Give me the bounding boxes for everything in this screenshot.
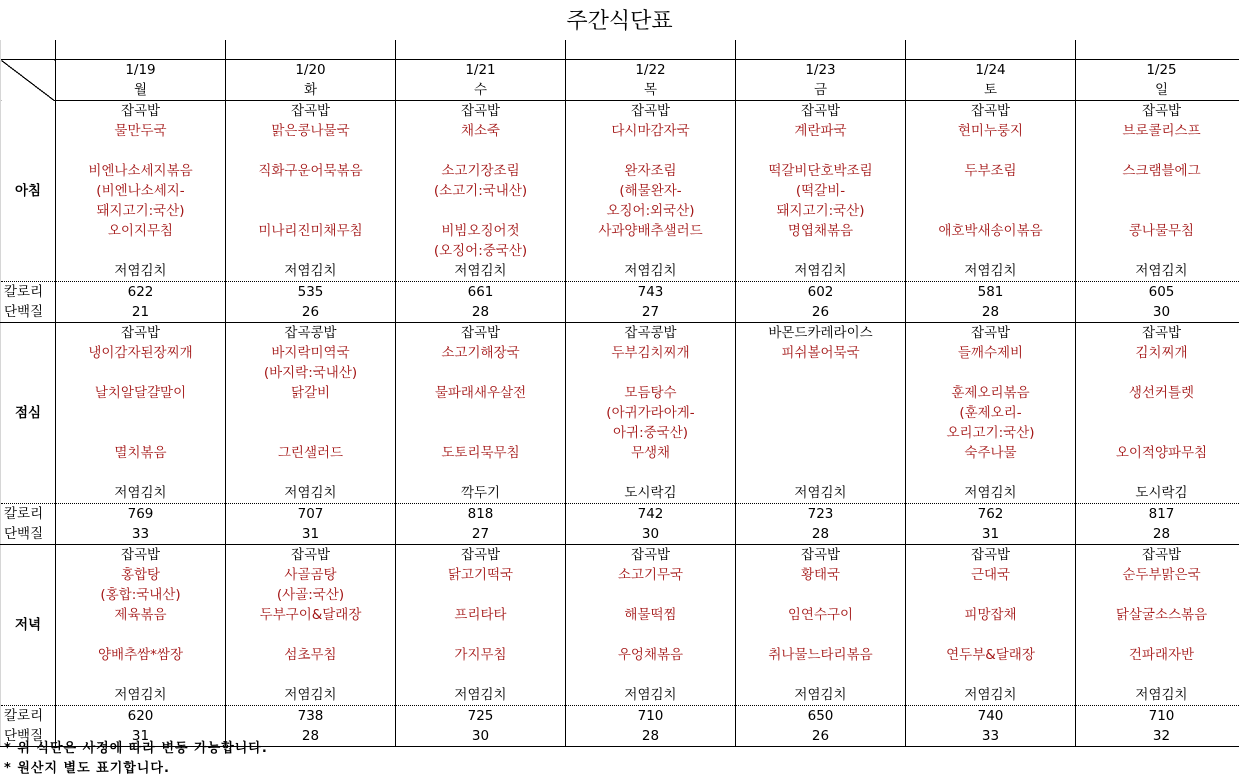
menu-item: 오이적양파무침: [1076, 443, 1239, 463]
menu-item: 모듬탕수: [566, 383, 736, 403]
menu-item: [566, 241, 736, 261]
blank-cell: [1, 40, 56, 60]
menu-item: 브로콜리스프: [1076, 121, 1239, 141]
menu-item: 저염김치: [56, 483, 226, 504]
calories-value: 762: [906, 504, 1076, 525]
menu-item: 저염김치: [736, 483, 906, 504]
menu-item: 저염김치: [226, 483, 396, 504]
menu-item: 저염김치: [56, 685, 226, 706]
menu-item: 돼지고기:국산): [736, 201, 906, 221]
blank-cell: [1076, 40, 1239, 60]
table-row: [1, 443, 1239, 463]
calories-value: 581: [906, 282, 1076, 303]
calories-value: 740: [906, 706, 1076, 727]
menu-table: [0, 40, 1239, 747]
menu-item: 저염김치: [566, 685, 736, 706]
menu-item: [56, 141, 226, 161]
menu-item: 잡곡밥: [56, 323, 226, 344]
menu-item: (비엔나소세지-: [56, 181, 226, 201]
table-row: [1, 625, 1239, 645]
menu-item: 잡곡밥: [566, 545, 736, 566]
table-row: [1, 383, 1239, 403]
table-row: [1, 343, 1239, 363]
menu-item: [906, 181, 1076, 201]
table-row: [1, 101, 1239, 122]
calories-value: 650: [736, 706, 906, 727]
menu-item: [226, 625, 396, 645]
table-row: [1, 363, 1239, 383]
menu-item: 소고기해장국: [396, 343, 566, 363]
menu-item: [1076, 463, 1239, 483]
menu-item: [906, 625, 1076, 645]
menu-item: [1076, 201, 1239, 221]
calories-label: 칼로리: [1, 282, 56, 303]
menu-item: 떡갈비단호박조림: [736, 161, 906, 181]
protein-value: 26: [736, 726, 906, 747]
table-row: [1, 403, 1239, 423]
menu-item: [566, 665, 736, 685]
menu-item: 저염김치: [396, 261, 566, 282]
menu-item: 물만두국: [56, 121, 226, 141]
calories-label: 칼로리: [1, 706, 56, 727]
menu-item: 바몬드카레라이스: [736, 323, 906, 344]
menu-item: [1076, 363, 1239, 383]
weekday-header: 금: [736, 80, 906, 101]
menu-item: [396, 201, 566, 221]
menu-item: [906, 363, 1076, 383]
menu-item: 물파래새우살전: [396, 383, 566, 403]
menu-item: 무생채: [566, 443, 736, 463]
menu-item: (떡갈비-: [736, 181, 906, 201]
menu-item: [736, 241, 906, 261]
menu-item: 저염김치: [906, 261, 1076, 282]
menu-item: 닭고기떡국: [396, 565, 566, 585]
menu-item: [1076, 585, 1239, 605]
calories-value: 661: [396, 282, 566, 303]
protein-value: 28: [396, 302, 566, 323]
menu-item: 그린샐러드: [226, 443, 396, 463]
menu-item: 오징어:외국산): [566, 201, 736, 221]
menu-item: 콩나물무침: [1076, 221, 1239, 241]
menu-item: 훈제오리볶음: [906, 383, 1076, 403]
menu-item: 두부조림: [906, 161, 1076, 181]
menu-item: 잡곡밥: [1076, 323, 1239, 344]
menu-item: [906, 585, 1076, 605]
menu-item: 잡곡밥: [906, 545, 1076, 566]
table-row: [1, 261, 1239, 282]
menu-item: [56, 403, 226, 423]
protein-value: 28: [906, 302, 1076, 323]
blank-cell: [396, 40, 566, 60]
menu-item: 애호박새송이볶음: [906, 221, 1076, 241]
menu-item: [736, 363, 906, 383]
calories-value: 723: [736, 504, 906, 525]
table-row: [1, 483, 1239, 504]
menu-item: (해물완자-: [566, 181, 736, 201]
weekday-header: 일: [1076, 80, 1239, 101]
menu-item: 잡곡밥: [736, 545, 906, 566]
protein-value: 21: [56, 302, 226, 323]
date-header: 1/22: [566, 60, 736, 81]
table-row: [1, 80, 1239, 101]
protein-value: 26: [226, 302, 396, 323]
menu-item: 두부김치찌개: [566, 343, 736, 363]
calories-label: 칼로리: [1, 504, 56, 525]
menu-item: [906, 141, 1076, 161]
menu-item: [396, 665, 566, 685]
menu-item: 잡곡밥: [906, 101, 1076, 122]
table-row: [1, 302, 1239, 323]
menu-item: [1076, 181, 1239, 201]
menu-item: 도시락김: [566, 483, 736, 504]
menu-item: [736, 383, 906, 403]
menu-item: 바지락미역국: [226, 343, 396, 363]
menu-item: [56, 241, 226, 261]
note-line: * 위 식단은 사정에 따라 변동 가능합니다.: [4, 741, 268, 756]
menu-item: 잡곡밥: [226, 545, 396, 566]
protein-value: 26: [736, 302, 906, 323]
menu-item: 깍두기: [396, 483, 566, 504]
table-row: [1, 545, 1239, 566]
menu-item: [396, 625, 566, 645]
menu-item: 저염김치: [1076, 685, 1239, 706]
menu-item: 저염김치: [906, 685, 1076, 706]
menu-item: [736, 403, 906, 423]
menu-item: 스크램블에그: [1076, 161, 1239, 181]
menu-item: 미나리진미채무침: [226, 221, 396, 241]
protein-value: 33: [56, 524, 226, 545]
calories-value: 742: [566, 504, 736, 525]
menu-item: [906, 665, 1076, 685]
menu-item: 다시마감자국: [566, 121, 736, 141]
calories-value: 620: [56, 706, 226, 727]
menu-item: 프리타타: [396, 605, 566, 625]
menu-item: 도시락김: [1076, 483, 1239, 504]
menu-item: 건파래자반: [1076, 645, 1239, 665]
menu-item: 도토리묵무침: [396, 443, 566, 463]
protein-value: 28: [1076, 524, 1239, 545]
menu-item: 사골곰탕: [226, 565, 396, 585]
calories-value: 769: [56, 504, 226, 525]
menu-item: 맑은콩나물국: [226, 121, 396, 141]
header-corner-cell: [1, 60, 56, 101]
menu-item: 채소죽: [396, 121, 566, 141]
protein-value: 31: [906, 524, 1076, 545]
weekday-header: 목: [566, 80, 736, 101]
menu-item: 임연수구이: [736, 605, 906, 625]
menu-item: [56, 463, 226, 483]
menu-item: (사골:국산): [226, 585, 396, 605]
calories-value: 818: [396, 504, 566, 525]
blank-cell: [906, 40, 1076, 60]
menu-item: 날치알달걀말이: [56, 383, 226, 403]
calories-value: 605: [1076, 282, 1239, 303]
date-header: 1/25: [1076, 60, 1239, 81]
calories-value: 622: [56, 282, 226, 303]
menu-item: 저염김치: [1076, 261, 1239, 282]
menu-item: [1076, 403, 1239, 423]
menu-item: [396, 403, 566, 423]
menu-item: 잡곡콩밥: [226, 323, 396, 344]
table-row: [1, 282, 1239, 303]
menu-item: 닭살굴소스볶음: [1076, 605, 1239, 625]
table-row: [1, 585, 1239, 605]
protein-value: 31: [226, 524, 396, 545]
menu-item: 저염김치: [736, 261, 906, 282]
menu-item: 소고기무국: [566, 565, 736, 585]
menu-item: 닭갈비: [226, 383, 396, 403]
menu-item: 피망잡채: [906, 605, 1076, 625]
menu-item: 섬초무침: [226, 645, 396, 665]
menu-item: 두부구이&달래장: [226, 605, 396, 625]
table-row: [1, 605, 1239, 625]
menu-item: 저염김치: [56, 261, 226, 282]
menu-item: 취나물느타리볶음: [736, 645, 906, 665]
date-header: 1/20: [226, 60, 396, 81]
protein-value: 32: [1076, 726, 1239, 747]
weekday-header: 화: [226, 80, 396, 101]
menu-item: 직화구운어묵볶음: [226, 161, 396, 181]
blank-cell: [736, 40, 906, 60]
menu-item: (훈제오리-: [906, 403, 1076, 423]
menu-item: [566, 141, 736, 161]
menu-item: [226, 201, 396, 221]
protein-label: 단백질: [1, 726, 56, 747]
menu-item: 비엔나소세지볶음: [56, 161, 226, 181]
menu-item: 황태국: [736, 565, 906, 585]
menu-item: 저염김치: [226, 261, 396, 282]
menu-item: 김치찌개: [1076, 343, 1239, 363]
menu-item: [396, 585, 566, 605]
menu-item: 잡곡밥: [1076, 101, 1239, 122]
protein-value: 33: [906, 726, 1076, 747]
menu-item: 홍합탕: [56, 565, 226, 585]
protein-value: 30: [566, 524, 736, 545]
protein-value: 27: [396, 524, 566, 545]
date-header: 1/24: [906, 60, 1076, 81]
table-row: [1, 40, 1239, 60]
menu-item: 명엽채볶음: [736, 221, 906, 241]
menu-item: [566, 463, 736, 483]
weekday-header: 토: [906, 80, 1076, 101]
protein-label: 단백질: [1, 524, 56, 545]
table-row: [1, 121, 1239, 141]
calories-value: 817: [1076, 504, 1239, 525]
table-row: [1, 706, 1239, 727]
menu-item: [736, 625, 906, 645]
menu-item: 오리고기:국산): [906, 423, 1076, 443]
menu-item: [736, 463, 906, 483]
calories-value: 725: [396, 706, 566, 727]
table-row: [1, 645, 1239, 665]
menu-item: 소고기장조림: [396, 161, 566, 181]
table-row: [1, 685, 1239, 706]
table-row: [1, 565, 1239, 585]
menu-item: [566, 585, 736, 605]
menu-item: 연두부&달래장: [906, 645, 1076, 665]
menu-item: 순두부맑은국: [1076, 565, 1239, 585]
menu-item: 계란파국: [736, 121, 906, 141]
table-row: [1, 241, 1239, 261]
table-row: [1, 201, 1239, 221]
table-row: [1, 141, 1239, 161]
menu-item: 저염김치: [906, 483, 1076, 504]
menu-item: [566, 363, 736, 383]
menu-item: [226, 241, 396, 261]
date-header: 1/21: [396, 60, 566, 81]
menu-item: 해물떡찜: [566, 605, 736, 625]
calories-value: 738: [226, 706, 396, 727]
menu-item: 잡곡밥: [566, 101, 736, 122]
menu-item: 아귀:중국산): [566, 423, 736, 443]
table-row: [1, 60, 1239, 81]
menu-item: [226, 665, 396, 685]
blank-cell: [56, 40, 226, 60]
calories-value: 743: [566, 282, 736, 303]
menu-item: (홍합:국내산): [56, 585, 226, 605]
menu-item: [396, 141, 566, 161]
date-header: 1/23: [736, 60, 906, 81]
menu-item: 저염김치: [396, 685, 566, 706]
menu-item: 가지무침: [396, 645, 566, 665]
table-row: [1, 181, 1239, 201]
protein-value: 31: [56, 726, 226, 747]
notes: [4, 739, 268, 779]
protein-value: 28: [226, 726, 396, 747]
menu-item: [1076, 665, 1239, 685]
menu-item: 잡곡콩밥: [566, 323, 736, 344]
table-row: [1, 463, 1239, 483]
meal-label: 저녁: [1, 545, 56, 706]
menu-item: (소고기:국내산): [396, 181, 566, 201]
menu-item: (오징어:중국산): [396, 241, 566, 261]
menu-item: 잡곡밥: [396, 101, 566, 122]
menu-item: [736, 443, 906, 463]
meal-label: 아침: [1, 101, 56, 282]
table-row: [1, 221, 1239, 241]
blank-cell: [566, 40, 736, 60]
menu-item: 저염김치: [566, 261, 736, 282]
menu-item: [56, 665, 226, 685]
menu-item: 완자조림: [566, 161, 736, 181]
table-row: [1, 524, 1239, 545]
calories-value: 602: [736, 282, 906, 303]
menu-item: [396, 463, 566, 483]
menu-item: 잡곡밥: [1076, 545, 1239, 566]
calories-value: 710: [1076, 706, 1239, 727]
menu-item: [396, 423, 566, 443]
menu-item: [226, 141, 396, 161]
menu-item: 사과양배추샐러드: [566, 221, 736, 241]
menu-item: 숙주나물: [906, 443, 1076, 463]
menu-item: 잡곡밥: [736, 101, 906, 122]
menu-item: 냉이감자된장찌개: [56, 343, 226, 363]
menu-item: 우엉채볶음: [566, 645, 736, 665]
menu-item: [56, 423, 226, 443]
table-row: [1, 665, 1239, 685]
menu-item: [566, 625, 736, 645]
protein-value: 28: [566, 726, 736, 747]
menu-item: [736, 585, 906, 605]
menu-item: 저염김치: [226, 685, 396, 706]
note-line: * 원산지 별도 표기합니다.: [4, 761, 170, 776]
menu-item: (아귀가라아게-: [566, 403, 736, 423]
protein-value: 27: [566, 302, 736, 323]
menu-item: 생선커틀렛: [1076, 383, 1239, 403]
menu-item: 오이지무침: [56, 221, 226, 241]
menu-item: [226, 423, 396, 443]
menu-item: [1076, 141, 1239, 161]
menu-item: [736, 141, 906, 161]
menu-item: 저염김치: [736, 685, 906, 706]
menu-item: [226, 463, 396, 483]
menu-item: 잡곡밥: [56, 101, 226, 122]
menu-item: 잡곡밥: [56, 545, 226, 566]
meal-label: 점심: [1, 323, 56, 504]
protein-label: 단백질: [1, 302, 56, 323]
menu-item: [906, 463, 1076, 483]
menu-item: (바지락:국내산): [226, 363, 396, 383]
menu-item: [1076, 423, 1239, 443]
menu-item: 현미누룽지: [906, 121, 1076, 141]
menu-item: [906, 241, 1076, 261]
menu-item: 들깨수제비: [906, 343, 1076, 363]
calories-value: 707: [226, 504, 396, 525]
menu-item: 멸치볶음: [56, 443, 226, 463]
weekday-header: 월: [56, 80, 226, 101]
page-title: 주간식단표: [566, 9, 673, 34]
weekday-header: 수: [396, 80, 566, 101]
menu-item: 양배추쌈*쌈장: [56, 645, 226, 665]
calories-value: 535: [226, 282, 396, 303]
menu-item: 잡곡밥: [396, 323, 566, 344]
menu-item: [56, 363, 226, 383]
menu-item: [226, 181, 396, 201]
calories-value: 710: [566, 706, 736, 727]
table-row: [1, 323, 1239, 344]
menu-item: [396, 363, 566, 383]
menu-item: 비빔오징어젓: [396, 221, 566, 241]
protein-value: 28: [736, 524, 906, 545]
menu-item: [1076, 241, 1239, 261]
table-row: [1, 504, 1239, 525]
menu-item: [736, 665, 906, 685]
menu-item: 돼지고기:국산): [56, 201, 226, 221]
table-row: [1, 161, 1239, 181]
menu-item: 제육볶음: [56, 605, 226, 625]
menu-item: [736, 423, 906, 443]
menu-item: 잡곡밥: [396, 545, 566, 566]
menu-item: [226, 403, 396, 423]
table-row: [1, 423, 1239, 443]
menu-item: [56, 625, 226, 645]
menu-item: 피쉬볼어묵국: [736, 343, 906, 363]
protein-value: 30: [1076, 302, 1239, 323]
menu-item: [906, 201, 1076, 221]
blank-cell: [226, 40, 396, 60]
date-header: 1/19: [56, 60, 226, 81]
menu-item: 근대국: [906, 565, 1076, 585]
protein-value: 30: [396, 726, 566, 747]
menu-item: [1076, 625, 1239, 645]
menu-item: 잡곡밥: [906, 323, 1076, 344]
menu-item: 잡곡밥: [226, 101, 396, 122]
